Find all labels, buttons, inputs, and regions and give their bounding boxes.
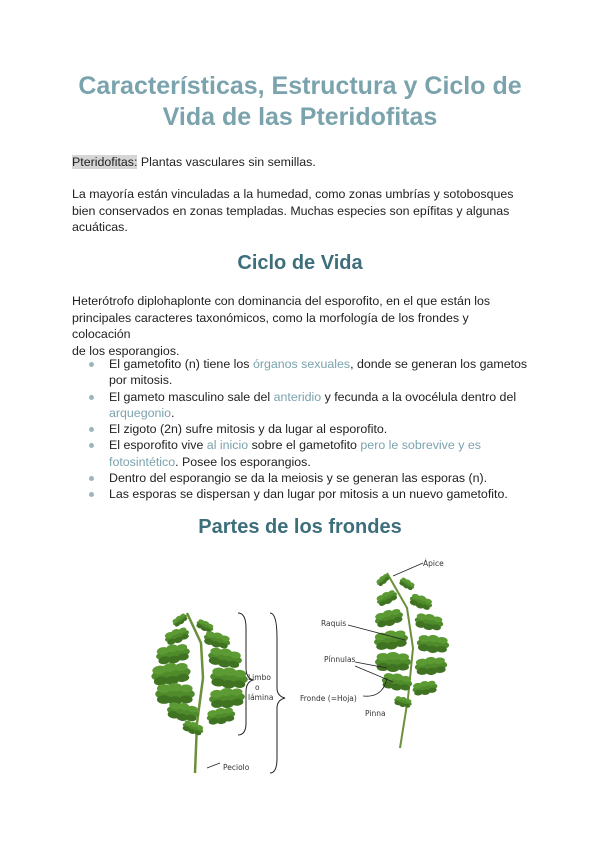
bullet-text: por mitosis. bbox=[109, 373, 173, 388]
intro-definition: Plantas vasculares sin semillas. bbox=[137, 155, 316, 169]
bullet-text: El esporofito vive bbox=[109, 438, 207, 453]
ciclo-line-3: de los esporangios. bbox=[72, 343, 180, 358]
ciclo-line-1: Heterótrofo diplohaplonte con dominancia del esporofito, en el que están los bbox=[72, 294, 491, 308]
ciclo-paragraph bbox=[72, 293, 530, 359]
bullet-text: . Posee los esporangios. bbox=[175, 454, 311, 469]
list-item bbox=[72, 437, 532, 470]
label-pinna: Pinna bbox=[365, 709, 386, 718]
left-fern-illustration bbox=[150, 612, 249, 773]
list-item bbox=[72, 356, 532, 389]
label-pinnulas: Pínnulas bbox=[324, 655, 356, 664]
bullet-text: y fecunda a la ovocélula dentro del bbox=[321, 389, 517, 404]
label-fronde: Fronde (=Hoja) bbox=[300, 694, 357, 703]
bullet-icon bbox=[89, 395, 94, 400]
label-raquis: Raquis bbox=[321, 619, 347, 628]
link-anteridio[interactable]: anteridio bbox=[273, 389, 322, 404]
list-item bbox=[72, 421, 532, 437]
habitat-line-1: La mayoría están vinculadas a la humedad, como zonas umbrías y sotobosques bbox=[72, 187, 514, 201]
heading-ciclo-de-vida: Ciclo de Vida bbox=[237, 252, 363, 274]
habitat-paragraph bbox=[72, 186, 530, 236]
ciclo-line-2: principales caracteres taxonómicos, como la morfología de los frondes y colocación bbox=[72, 310, 469, 341]
bullet-icon bbox=[89, 362, 94, 367]
fern-diagram bbox=[125, 548, 475, 778]
habitat-line-2: bien conservados en zonas templadas. Muchas especies son epífitas y algunas bbox=[72, 203, 510, 218]
bullet-text: Las esporas se dispersan y dan lugar por mitosis a un nuevo gametofito. bbox=[109, 487, 508, 502]
bullet-text: , donde se generan los gametos bbox=[350, 357, 528, 371]
bullet-text: El gametofito (n) tiene los bbox=[109, 357, 253, 371]
bullet-icon bbox=[89, 443, 94, 448]
page-title-line-1: Características, Estructura y Ciclo de bbox=[78, 72, 522, 100]
label-peciolo: Peciolo bbox=[223, 763, 250, 772]
list-item bbox=[72, 389, 532, 422]
link-al-inicio[interactable]: al inicio bbox=[206, 438, 249, 453]
intro-term: Pteridofitas: bbox=[72, 155, 138, 169]
habitat-line-3: acuáticas. bbox=[72, 220, 128, 234]
list-item bbox=[72, 486, 532, 502]
link-organos-sexuales[interactable]: órganos sexuales bbox=[252, 357, 351, 371]
bullet-text: El gameto masculino sale del bbox=[109, 389, 274, 404]
link-arquegonio[interactable]: arquegonio bbox=[109, 405, 172, 420]
intro-paragraph bbox=[72, 154, 530, 171]
bullet-text: sobre el gametofito bbox=[248, 438, 361, 453]
bullet-text: El zigoto (2n) sufre mitosis y da lugar al esporofito. bbox=[109, 422, 388, 437]
ciclo-bullet-list bbox=[72, 356, 532, 503]
page-title-line-2: Vida de las Pteridofitas bbox=[162, 103, 438, 131]
bullet-icon bbox=[89, 492, 94, 497]
bullet-text: Dentro del esporangio se da la meiosis y se generan las esporas (n). bbox=[109, 471, 488, 486]
link-pero-le-sobrevive[interactable]: pero le sobrevive y es bbox=[360, 438, 481, 453]
label-o: o bbox=[255, 683, 260, 692]
link-fotosintetico[interactable]: fotosintético bbox=[109, 454, 176, 469]
bullet-icon bbox=[89, 476, 94, 481]
label-apice: Ápice bbox=[423, 559, 444, 568]
bullet-icon bbox=[89, 427, 94, 432]
label-lamina: lámina bbox=[248, 693, 274, 702]
label-limbo: Limbo bbox=[248, 673, 271, 682]
list-item bbox=[72, 470, 532, 486]
bullet-text: . bbox=[171, 405, 175, 420]
right-fern-illustration bbox=[373, 572, 450, 748]
heading-partes-de-los-frondes: Partes de los frondes bbox=[198, 516, 402, 538]
page-title bbox=[40, 71, 560, 133]
